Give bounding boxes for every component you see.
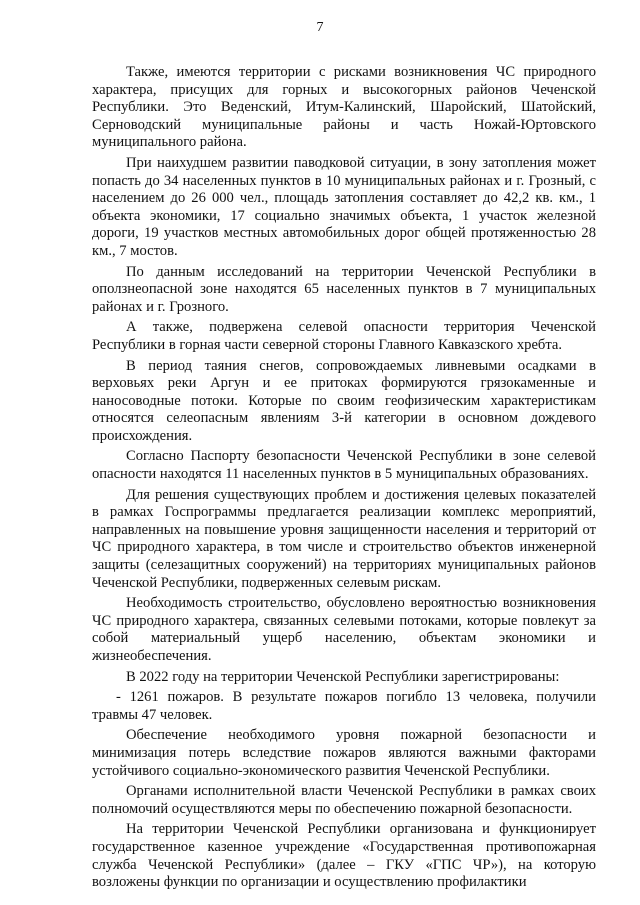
page-number: 7 <box>316 20 324 35</box>
paragraph-safety-passport: Согласно Паспорту безопасности Чеченской Республики в зоне селевой опасности находятся 11 населенных пунктов в 5 муниципальных образованиях. <box>92 448 596 483</box>
paragraph-construction-necessity: Необходимость строительство, обусловлено вероятностью возникновения ЧС природного характера, связанных селевыми потоками, которые повлекут за собой материальный ущерб населению, объектам экономики и жизнеобеспечения. <box>92 595 596 664</box>
paragraph-snowmelt-mudflows: В период таяния снегов, сопровождаемых ливневыми осадками в верховьях реки Аргун и ее притоках формируются грязокаменные и наносоводные потоки. Которые по своим геофизическим характеристикам относятся селеопасным явлениям 3-й категории в основном дождевого происхождения. <box>92 357 596 444</box>
list-item-fires-count: - 1261 пожаров. В результате пожаров погибло 13 человека, получили травмы 47 человек. <box>92 689 596 723</box>
paragraph-state-program-measures: Для решения существующих проблем и достижения целевых показателей в рамках Госпрограммы предлагается реализации комплекс мероприятий, направленных на повышение уровня защищенности населения и территорий от ЧС природного характера, в том числе и строительство объектов инженерной защиты (селезащитных сооружений) на территориях муниципальных районов Чеченской Республики, подверженных селевым рискам. <box>92 486 596 591</box>
paragraph-mudflow-exposure: А также, подвержена селевой опасности территория Чеченской Республики в горная части северной стороны Главного Кавказского хребта. <box>92 319 596 353</box>
document-body <box>92 64 596 895</box>
paragraph-executive-authorities: Органами исполнительной власти Чеченской Республики в рамках своих полномочий осуществляются меры по обеспечению пожарной безопасности. <box>92 783 596 817</box>
paragraph-fire-safety-importance: Обеспечение необходимого уровня пожарной безопасности и минимизация потерь вследствие пожаров являются важными факторами устойчивого социально-экономического развития Чеченской Республики. <box>92 727 596 779</box>
paragraph-landslide-zone: По данным исследований на территории Чеченской Республики в оползнеопасной зоне находятся 65 населенных пунктов в 7 муниципальных районах и г. Грозного. <box>92 263 596 315</box>
paragraph-fires-2022-intro: В 2022 году на территории Чеченской Республики зарегистрированы: <box>126 668 560 685</box>
paragraph-mountain-risk-districts: Также, имеются территории с рисками возникновения ЧС природного характера, присущих для горных и высокогорных районов Чеченской Республики. Это Веденский, Итум-Калинский, Шаройский, Шатойский, Серноводский муниципальные районы и часть Ножай-Юртовского муниципального района. <box>92 64 596 151</box>
paragraph-flood-scenario: При наихудшем развитии паводковой ситуации, в зону затопления может попасть до 34 населенных пунктов в 10 муниципальных районах и г. Грозный, с населением до 26 000 чел., площадь затопления составляет до 42,2 кв. км., 1 объекта экономики, 17 социально значимых объекта, 1 участок железной дороги, 19 участков местных автомобильных дорог общей протяженностью 28 км., 7 мостов. <box>92 154 596 259</box>
paragraph-fire-service-institution: На территории Чеченской Республики организована и функционирует государственное казенное учреждение «Государственная противопожарная служба Чеченской Республики» (далее – ГКУ «ГПС ЧР»), на которую возложены функции по организации и осуществлению профилактики <box>92 821 596 891</box>
